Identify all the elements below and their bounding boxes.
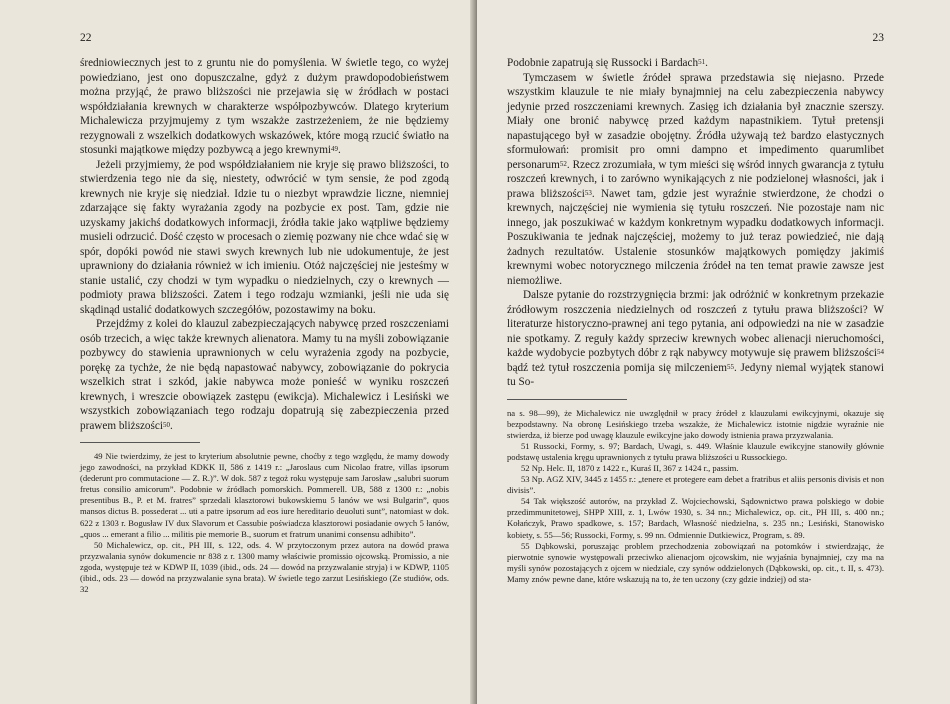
footnote-ref[interactable]: 53 [584,188,592,197]
footnote: 53 Np. AGZ XIV, 3445 z 1455 r.: „tenere et protegere eam debet a fratribus et aliis personis divisis et non divisis”. [507,474,884,496]
paragraph: Tymczasem w świetle źródeł sprawa przedstawia się niejasno. Przede wszystkim klauzule te nie miały bynajmniej na celu zabezpieczenia nabywcy jedynie przed roszczeniami krewnych. Zasięg ich działania był znacznie szerszy. Miały one bronić nabywcę przed każdym napastnikiem. Tytuł pretensji napastującego był w zasadzie obojętny. Źródła używają też bardzo elastycznych sformułowań: promisit pro omni dampno et impedimento quarumlibet personarum$^{52}$. Rzecz zrozumiała, w tym mieści się wśród innych gwarancja z tytułu roszczeń krewnych, i to zarówno wynikających z nie podzielonej własności, jak i prawa bliższości$^{53}$. Nawet tam, gdzie jest wyraźnie stwierdzone, że chodzi o krewnych, najczęściej nie wymienia się tytułu roszczeń. Nie pozostaje nam nic innego, jak poszukiwać w każdym konkretnym wypadku dodatkowych informacji. Poszukiwania te jednak najczęściej, możemy to już teraz powiedzieć, nie dają żadnych rezultatów. Ustalenie stosunków majątkowych pomiędzy jakimiś krewnymi wobec notorycznego milczenia źródeł na ten temat prawie zawsze jest niemożliwe. [507,71,884,287]
footnote-ref[interactable]: 54 [877,348,884,356]
footnote: 51 Russocki, Formy, s. 97; Bardach, Uwagi, s. 449. Właśnie klauzule ewikcyjne stanowiły głównie podstawę ustalenia kręgu uprawnionych z tytułu prawa bliższości u Russockiego. [507,440,884,462]
footnote: 54 Tak większość autorów, na przykład Z. Wojciechowski, Sądownictwo prawa polskiego w dobie przedimmunitetowej, SHPP XIII, z. 1, Lwów 1930, s. 34 nn.; Michalewicz, op. cit., PH III, s. 400 nn.; Kołańczyk, Prawo spadkowe, s. 157; Bardach, Własność niedzielna, s. 235 nn.; Lesiński, Stanowisko kobiety, s. 55—56; Russocki, Formy, s. 99 nn. Odmiennie Dutkiewicz, Program, s. 89. [507,496,884,540]
footnote: 52 Np. Helc. II, 1870 z 1422 r., Kuraś II, 367 z 1424 r., passim. [521,462,739,473]
right-page [477,0,950,704]
footnote-divider [507,399,627,400]
page-number: 22 [80,32,92,44]
footnote: 50 Michalewicz, op. cit., PH III, s. 122, ods. 4. W przytoczonym przez autora na dowód prawa przyzwalania synów dokumencie nr 838 z r. 1300 mamy właściwie promissio ojcowską. Promissio, a nie zgoda, występuje też w KDWP II, 1039 (ibid., ods. 24 — dowód na przyzwalanie stryja) i w KDWP, 1105 (ibid., ods. 23 — dowód na przyzwalanie syna brata). W świetle tego zarzut Lesińskiego (Ze studiów, ods. 32 [80,539,449,595]
footnote-ref[interactable]: 50 [162,420,170,429]
footnote-ref[interactable]: 49 [331,145,339,153]
footnotes [80,451,449,595]
footnote-ref[interactable]: 55 [726,362,734,371]
paragraph: średniowiecznych jest to z gruntu nie do pomyślenia. W świetle tego, co wyżej powiedziano, jest ono dopuszczalne, gdyż z dużym prawdopodobieństwem można przyjąć, że prawo bliższości nie przejawia się w źródłach w postaci współdziałania krewnych w charakterze współpozbywców. Dlatego kryterium Michalewicza przyjmujemy z tym wszakże zastrzeżeniem, że nie będziemy rezygnowali z wszelkich dodatkowych wskazówek, które mogą rzucić światło na stosunki majątkowe między pozbywcą a jego krewnymi$^{49}$. [80,57,449,156]
paragraph: Dalsze pytanie do rozstrzygnięcia brzmi: jak odróżnić w konkretnym przekazie źródłowym roszczenia niedzielnych od roszczeń z tytułu prawa bliższości? W literaturze historyczno-prawnej ani tego pytania, ani odpowiedzi na nie w zasadzie nie spotkamy. Z reguły każdy sprzeciw krewnych wobec alienacji nieruchomości, każde wydobycie pozbytych dóbr z rąk nabywcy motywuje się prawem bliższości$^{54}$ bądź też tytuł roszczenia pomija się milczeniem$^{55}$. Jedyny niemal wyjątek stanowi tu So- [507,289,885,388]
footnotes [507,408,884,586]
main-text [507,56,884,390]
main-text [80,56,449,433]
footnote-ref[interactable]: 52 [559,159,567,168]
page-number: 23 [872,32,884,44]
footnote: na s. 98—99), że Michalewicz nie uwzględnił w pracy źródeł z klauzulami ewikcyjnymi, okazuje się bezpodstawny. Na obronę Lesińskiego trzeba wszakże, że Michalewicz istotnie nigdzie wyraźnie nie stwierdza, iż bierze pod uwagę klauzule ewikcyjne jako dowody istnienia prawa przyzwalania. [507,407,884,440]
footnote-divider [80,442,200,443]
footnote: 55 Dąbkowski, poruszając problem przechodzenia zobowiązań na potomków i stwierdzając, że pierwotnie synowie występowali przeciwko alienacjom ojcowskim, nie wyjaśnia bynajmniej, czy ma na myśli synów pozostających z ojcem w niedziale, czy synów oddzielonych (Dąbkowski, op. cit., t. II, s. 473). Mamy znów pewne dane, które wskazują na to, że ten uczony (czy gdzie indziej) od sta- [507,540,884,584]
footnote: 49 Nie twierdzimy, że jest to kryterium absolutnie pewne, choćby z tego względu, że mamy dowody jego zawodności, na przykład KDKK II, 586 z 1419 r.: „Jaroslaus cum Nicolao fratre, villas ipsorum (dederunt pro commutacione — Z. R.)”. W dok. 587 z tegoż roku występuje sam Jarosław „salubri suorum fretus consilio amicorum”. Podobnie w źródłach pomorskich. Pommerell. UB, 588 z 1300 r.: „nobis presentibus B., P. et M. fratres” sprzedali klasztorowi bukowskiemu 5 łanów we wsi Bulgarin”, quos mansos dictus B. possederat ... uti a patre ipsorum ad eos iure hereditario deuoluti sunt”, natomiast w dok. 622 z 1303 r. Bogusław IV dux Slavorum et Cassubie poświadcza klasztorowi posiadanie owych 5 łanów, „quos ... emerant a filio ... militis pie memorie B., suorum et fratrum unanimi consensu adhibito”. [80,451,449,539]
footnote-ref[interactable]: 51 [698,58,706,66]
paragraph: Jeżeli przyjmiemy, że pod współdziałaniem nie kryje się prawo bliższości, to stwierdzenia tego nie da się, niestety, odwrócić w tym sensie, że pod zgodą krewnych nie kryje się niedział. Idzie tu o niezbyt wprawdzie liczne, niemniej zdarzające się fakty wyrażania zgody na pozbycie ex post. Tam, gdzie nie uzyskamy jakichś dodatkowych informacji, źródła takie jako wątpliwe będziemy musieli odrzucić. Dość często w procesach o ziemię pozwany nie chce wdać się w spór, dopóki powód nie stawi swych krewnych lub nie udokumentuje, że jest uprawniony do działania również w ich imieniu. Otóż najczęściej nie jesteśmy w stanie ustalić, czy chodzi w tym wypadku o niedzielnych, czy o krewnych — podmioty prawa bliższości. Zatem i tego rodzaju wzmianki, jeśli nie uda się skądinąd ustalić dodatkowych szczegółów, pozostawimy na boku. [80,158,449,316]
paragraph: Przejdźmy z kolei do klauzul zabezpieczających nabywcę przed roszczeniami osób trzecich, a więc także krewnych alienatora. Mamy tu na myśli zobowiązanie pozbywcy do stawienia uprawnionych w celu wyrażenia zgody na pozbycie, porękę za tychże, że nie będą napastować nabywcy, zobowiązanie do pokrycia wszelkich strat i szkód, jakie nabywca może ponieść w wyniku roszczeń krewnych, i wreszcie obowiązek zastępu (ewikcja). Michalewicz i Lesiński we wszystkich zobowiązaniach tego rodzaju dopatrują się zabezpieczenia przed prawem bliższości$^{50}$. [80,318,449,432]
paragraph: Podobnie zapatrują się Russocki i Bardach$^{51}$. [507,57,708,69]
